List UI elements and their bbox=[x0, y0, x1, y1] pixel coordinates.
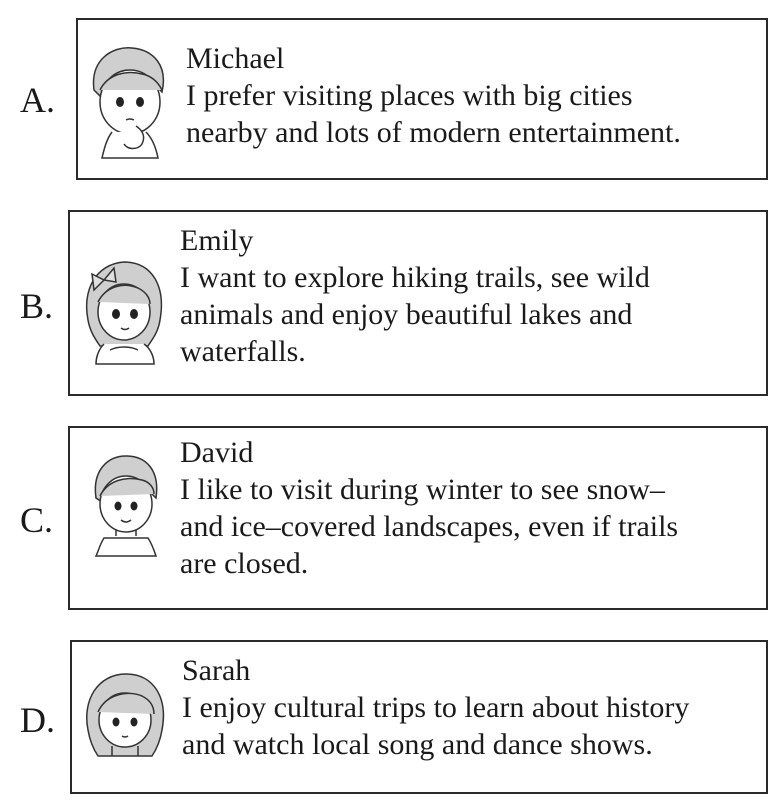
text-line: I prefer visiting places with big cities bbox=[186, 79, 633, 112]
text-line: I want to explore hiking trails, see wild bbox=[180, 261, 650, 294]
speaker-name: Sarah bbox=[182, 654, 251, 687]
speaker-name: Emily bbox=[180, 224, 254, 257]
text-line: are closed. bbox=[180, 547, 309, 580]
boy-smiling-avatar-icon bbox=[86, 448, 166, 558]
option-text-d bbox=[182, 652, 689, 763]
text-line: I enjoy cultural trips to learn about history bbox=[182, 691, 690, 724]
text-line: nearby and lots of modern entertainment. bbox=[186, 116, 681, 149]
boy-thinking-avatar-icon bbox=[82, 40, 176, 160]
option-letter-c: C. bbox=[20, 500, 54, 540]
text-line: animals and enjoy beautiful lakes and bbox=[180, 298, 633, 331]
option-letter-a: A. bbox=[20, 80, 55, 120]
option-text-a bbox=[186, 40, 681, 151]
text-line: and watch local song and dance shows. bbox=[182, 728, 653, 761]
option-letter-d: D. bbox=[20, 700, 55, 740]
text-line: waterfalls. bbox=[180, 335, 306, 368]
speaker-name: David bbox=[180, 436, 254, 469]
text-line: I like to visit during winter to see snow– bbox=[180, 473, 665, 506]
option-text-c bbox=[180, 434, 678, 582]
girl-wavy-hair-avatar-icon bbox=[78, 664, 172, 762]
option-text-b bbox=[180, 222, 650, 370]
option-letter-b: B. bbox=[20, 286, 54, 326]
girl-with-bow-avatar-icon bbox=[78, 250, 170, 366]
text-line: and ice–covered landscapes, even if trails bbox=[180, 510, 679, 543]
speaker-name: Michael bbox=[186, 42, 285, 75]
